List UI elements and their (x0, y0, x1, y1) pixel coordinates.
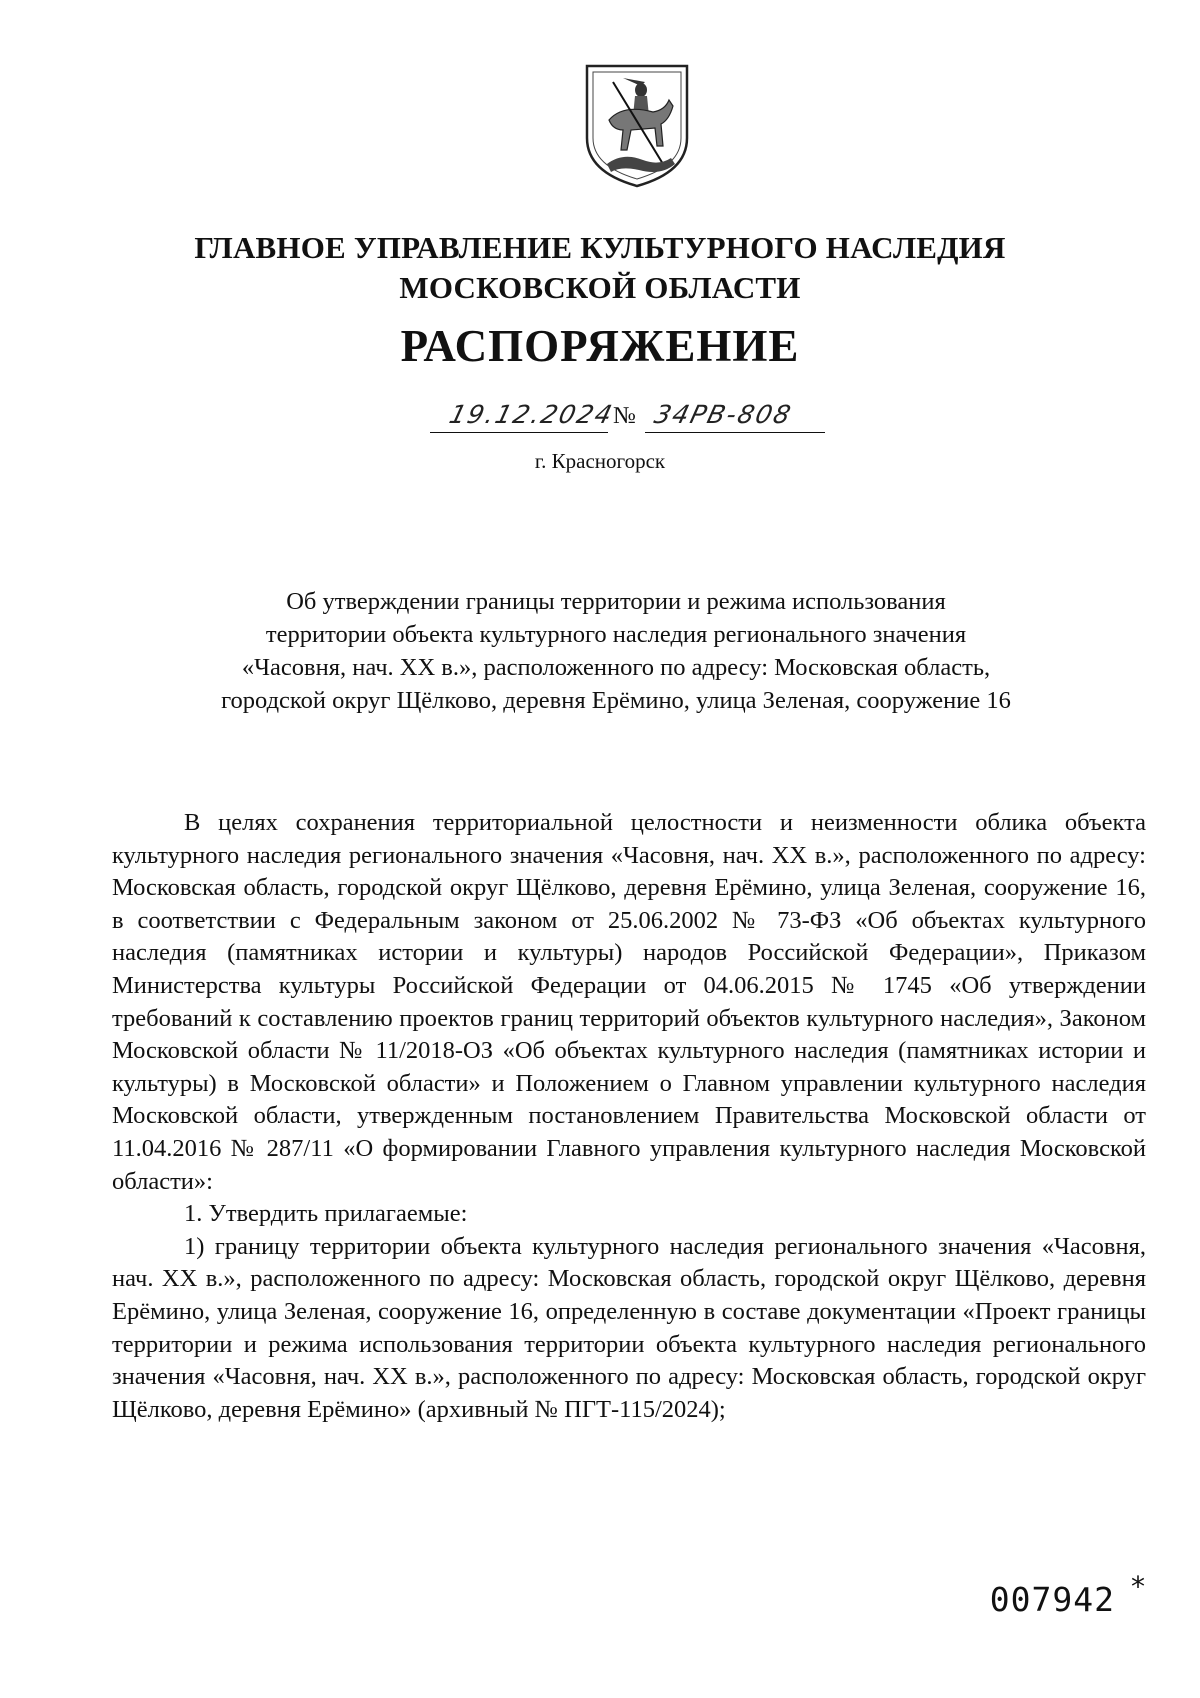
number-underline (645, 432, 825, 434)
coat-of-arms-icon (583, 60, 691, 190)
item-1: 1. Утвердить прилагаемые: (184, 1200, 468, 1228)
subject-line3: «Часовня, нач. XX в.», расположенного по адресу: Московская область, (241, 654, 991, 681)
date-number-line (430, 393, 830, 433)
preamble-paragraph: В целях сохранения территориальной целостности и неизменности облика объекта культурного наследия регионального значения «Часовня, нач. XX в.», расположенного по адресу: Московская область, городской округ Щёлково, деревня Ерёмино, улица Зеленая, сооружение 16, в соответствии с Федеральным законом от 25.06.2002 № 73-ФЗ «Об объектах культурного наследия (памятниках истории и культуры) народов Российской Федерации», Приказом Министерства культуры Российской Федерации от 04.06.2015 № 1745 «Об утверждении требований к составлению проектов границ территорий объектов культурного наследия», Законом Московской области № 11/2018-ОЗ «Об объектах культурного наследия (памятниках истории и культуры) в Московской области» и Положением о Главном управлении культурного наследия Московской области, утвержденным постановлением Правительства Московской области от 11.04.2016 № 287/11 «О формировании Главного управления культурного наследия Московской области»: (112, 809, 1146, 1195)
handwritten-date: 19.12.2024 (446, 400, 617, 429)
subject-line4: городской округ Щёлково, деревня Ерёмино, улица Зеленая, сооружение 16 (221, 687, 1011, 714)
number-sign: № (613, 403, 636, 429)
document-type: РАСПОРЯЖЕНИЕ (400, 321, 800, 371)
handwritten-number: 34РВ-808 (651, 400, 796, 429)
subject-line1: Об утверждении границы территории и режима использования (286, 588, 946, 615)
form-serial-number: 007942 (989, 1580, 1115, 1619)
document-body (112, 807, 1146, 1426)
organization-title (0, 228, 1200, 308)
document-subject (150, 585, 1082, 717)
date-underline (430, 432, 608, 434)
subject-line2: территории объекта культурного наследия регионального значения (265, 621, 967, 648)
organization-title-line1: ГЛАВНОЕ УПРАВЛЕНИЕ КУЛЬТУРНОГО НАСЛЕДИЯ (194, 230, 1006, 265)
star-mark: * (1131, 1570, 1145, 1603)
item-1-1: 1) границу территории объекта культурного наследия регионального значения «Часовня, нач. XX в.», расположенного по адресу: Московская область, городской округ Щёлково, деревня Ерёмино, улица Зеленая, сооружение 16, определенную в составе документации «Проект границы территории и режима использования территории объекта культурного наследия регионального значения «Часовня, нач. XX в.», расположенного по адресу: Московская область, городской округ Щёлково, деревня Ерёмино» (архивный № ПГТ-115/2024); (112, 1232, 1146, 1423)
city: г. Красногорск (534, 449, 666, 473)
organization-title-line2: МОСКОВСКОЙ ОБЛАСТИ (399, 270, 801, 305)
